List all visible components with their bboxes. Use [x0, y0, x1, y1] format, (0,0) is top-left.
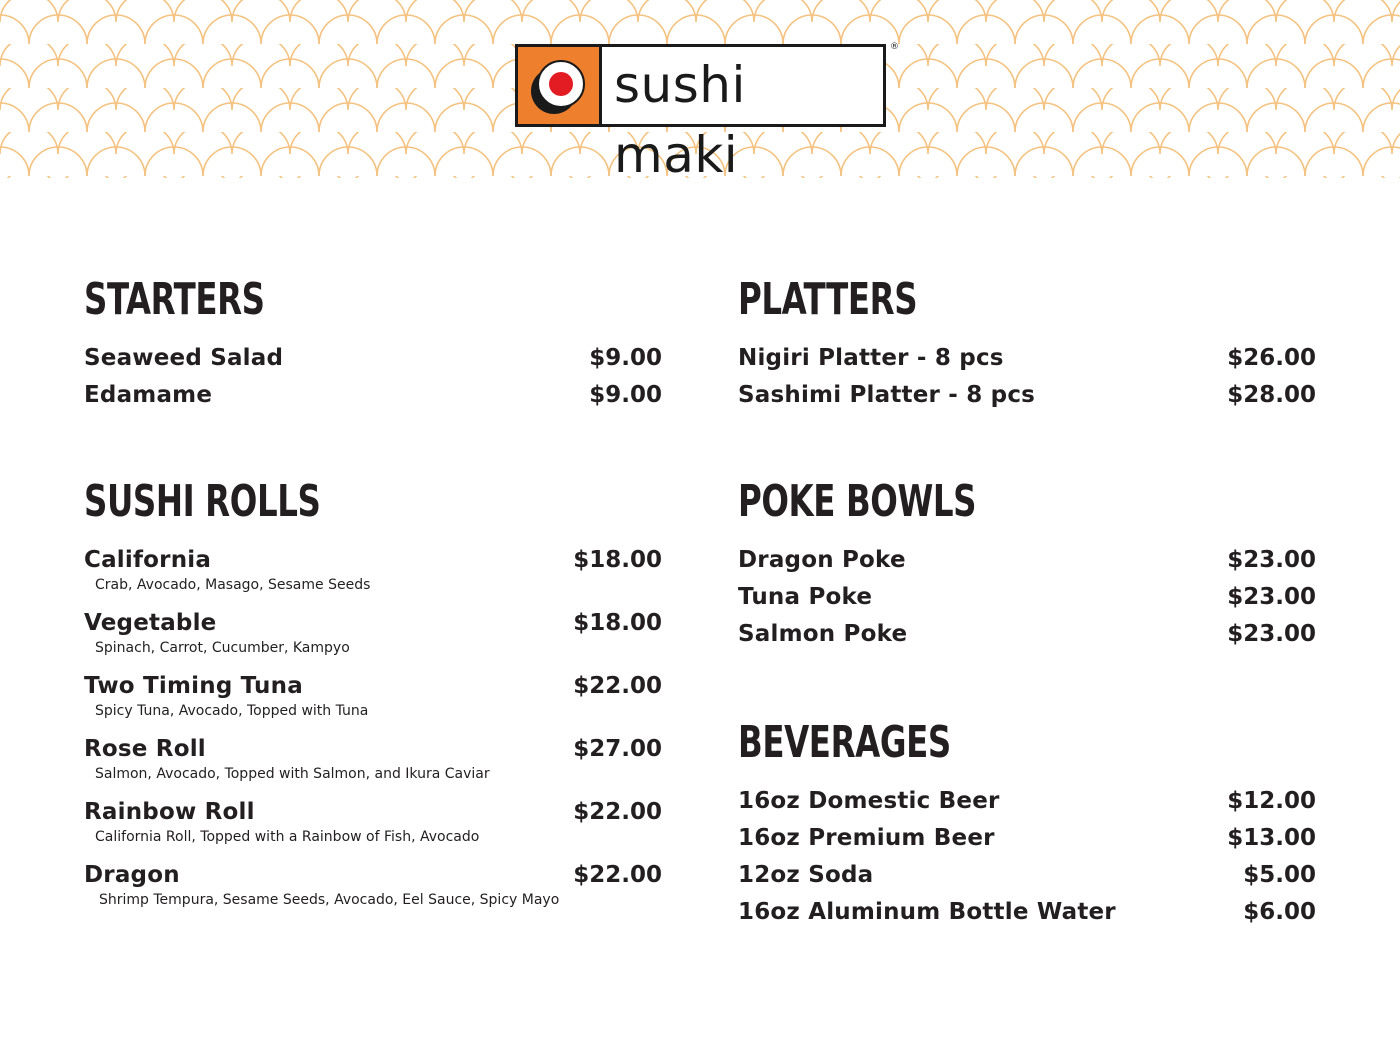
- sushi-maki-logo: [515, 44, 886, 184]
- section-title: STARTERS: [84, 274, 265, 325]
- item-description: Salmon, Avocado, Topped with Salmon, and Ikura Caviar: [95, 766, 490, 782]
- item-name: Salmon Poke: [738, 621, 908, 647]
- item-name: Two Timing Tuna: [84, 673, 303, 699]
- item-name: Rose Roll: [84, 736, 206, 762]
- section-platters: [738, 270, 1316, 416]
- registered-mark: ®: [890, 42, 899, 52]
- item-price: $9.00: [589, 382, 662, 408]
- item-name: 16oz Premium Beer: [738, 825, 995, 851]
- item-description: California Roll, Topped with a Rainbow of Fish, Avocado: [95, 829, 480, 845]
- menu-item: [738, 379, 1316, 416]
- section-poke-bowls: [738, 472, 1316, 655]
- logo-mark: [518, 47, 602, 124]
- item-name: Nigiri Platter - 8 pcs: [738, 345, 1004, 371]
- menu-item: [84, 607, 662, 670]
- item-description: Crab, Avocado, Masago, Sesame Seeds: [95, 577, 371, 593]
- item-name: Vegetable: [84, 610, 217, 636]
- menu-item: [738, 822, 1316, 859]
- section-title: POKE BOWLS: [738, 476, 977, 527]
- menu-item: [738, 896, 1316, 933]
- item-name: California: [84, 547, 212, 573]
- item-price: $6.00: [1243, 899, 1316, 925]
- item-description: Shrimp Tempura, Sesame Seeds, Avocado, Eel Sauce, Spicy Mayo: [99, 892, 560, 908]
- menu-item: [84, 379, 662, 416]
- item-description: Spicy Tuna, Avocado, Topped with Tuna: [95, 703, 369, 719]
- section-title: PLATTERS: [738, 274, 918, 325]
- item-name: Dragon Poke: [738, 547, 906, 573]
- item-price: $5.00: [1243, 862, 1316, 888]
- item-price: $22.00: [573, 673, 662, 699]
- item-price: $28.00: [1227, 382, 1316, 408]
- item-name: Tuna Poke: [738, 584, 873, 610]
- menu-item: [84, 544, 662, 607]
- section-beverages: [738, 713, 1316, 933]
- menu-item: [738, 581, 1316, 618]
- item-name: Edamame: [84, 382, 213, 408]
- menu-item: [84, 670, 662, 733]
- item-name: Seaweed Salad: [84, 345, 284, 371]
- section-sushi-rolls: [84, 472, 662, 922]
- menu-item: [738, 618, 1316, 655]
- item-name: 16oz Domestic Beer: [738, 788, 1000, 814]
- menu-item: [738, 544, 1316, 581]
- item-description: Spinach, Carrot, Cucumber, Kampyo: [95, 640, 350, 656]
- section-starters: [84, 270, 662, 416]
- item-price: $26.00: [1227, 345, 1316, 371]
- item-price: $22.00: [573, 799, 662, 825]
- brand-name: sushi maki: [614, 56, 746, 184]
- menu-item: [84, 796, 662, 859]
- sushi-roll-icon: [528, 55, 590, 117]
- item-price: $18.00: [573, 610, 662, 636]
- menu-column-left: [84, 270, 662, 922]
- menu-column-right: [738, 270, 1316, 933]
- item-name: Dragon: [84, 862, 180, 888]
- menu-item: [738, 859, 1316, 896]
- menu-item: [738, 785, 1316, 822]
- menu-item: [84, 859, 662, 922]
- item-name: Sashimi Platter - 8 pcs: [738, 382, 1036, 408]
- item-price: $27.00: [573, 736, 662, 762]
- section-title: SUSHI ROLLS: [84, 476, 321, 527]
- menu-item: [738, 342, 1316, 379]
- item-price: $23.00: [1227, 584, 1316, 610]
- item-price: $23.00: [1227, 621, 1316, 647]
- item-name: 16oz Aluminum Bottle Water: [738, 899, 1116, 925]
- menu-item: [84, 733, 662, 796]
- item-price: $12.00: [1227, 788, 1316, 814]
- section-title: BEVERAGES: [738, 717, 951, 768]
- item-name: 12oz Soda: [738, 862, 874, 888]
- item-price: $9.00: [589, 345, 662, 371]
- item-price: $22.00: [573, 862, 662, 888]
- item-price: $23.00: [1227, 547, 1316, 573]
- menu-item: [84, 342, 662, 379]
- item-price: $18.00: [573, 547, 662, 573]
- item-price: $13.00: [1227, 825, 1316, 851]
- item-name: Rainbow Roll: [84, 799, 255, 825]
